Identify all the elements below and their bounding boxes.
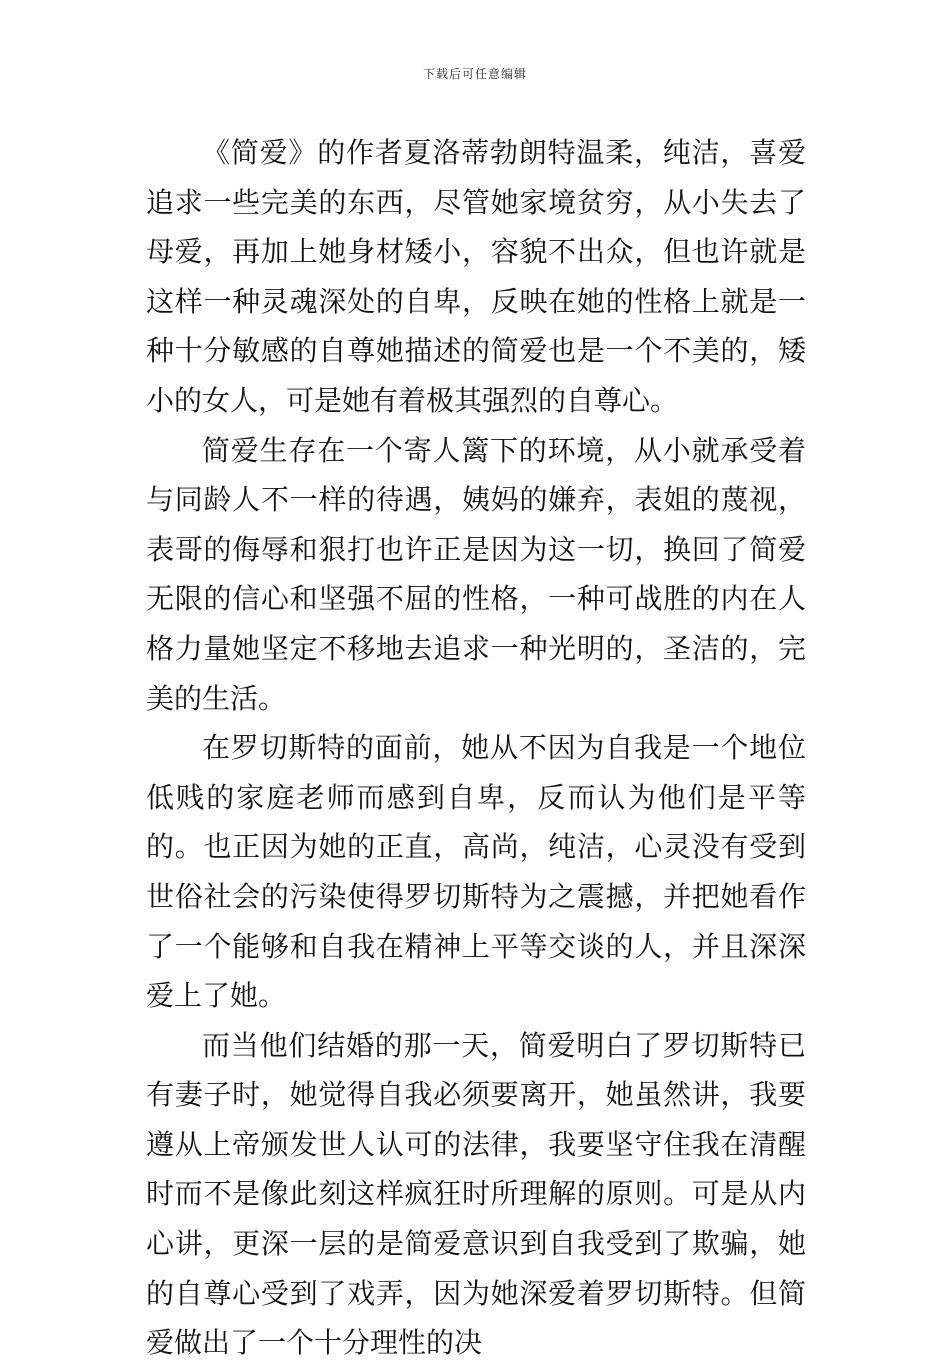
paragraph: 《简爱》的作者夏洛蒂勃朗特温柔，纯洁，喜爱追求一些完美的东西，尽管她家境贫穷，从小失去了母爱，再加上她身材矮小，容貌不出众，但也许就是这样一种灵魂深处的自卑，反映在她的性格上就是一种十分敏感的自尊她描述的简爱也是一个不美的，矮小的女人，可是她有着极其强烈的自尊心。	[146, 136, 806, 417]
paragraph: 而当他们结婚的那一天，简爱明白了罗切斯特已有妻子时，她觉得自我必须要离开，她虽然讲，我要遵从上帝颁发世人认可的法律，我要坚守住我在清醒时而不是像此刻这样疯狂时所理解的原则。可是从内心讲，更深一层的是简爱意识到自我受到了欺骗，她的自尊心受到了戏弄，因为她深爱着罗切斯特。但简爱做出了一个十分理性的决	[146, 1028, 806, 1360]
paragraph: 在罗切斯特的面前，她从不因为自我是一个地位低贱的家庭老师而感到自卑，反而认为他们是平等的。也正因为她的正直，高尚，纯洁，心灵没有受到世俗社会的污染使得罗切斯特为之震撼，并把她看作了一个能够和自我在精神上平等交谈的人，并且深深爱上了她。	[146, 731, 806, 1013]
paragraph: 简爱生存在一个寄人篱下的环境，从小就承受着与同龄人不一样的待遇，姨妈的嫌弃，表姐的蔑视，表哥的侮辱和狠打也许正是因为这一切，换回了简爱无限的信心和坚强不屈的性格，一种可战胜的内在人格力量她坚定不移地去追求一种光明的，圣洁的，完美的生活。	[146, 433, 806, 715]
document-body	[146, 128, 806, 1368]
page-header: 下载后可任意编辑	[422, 67, 527, 81]
